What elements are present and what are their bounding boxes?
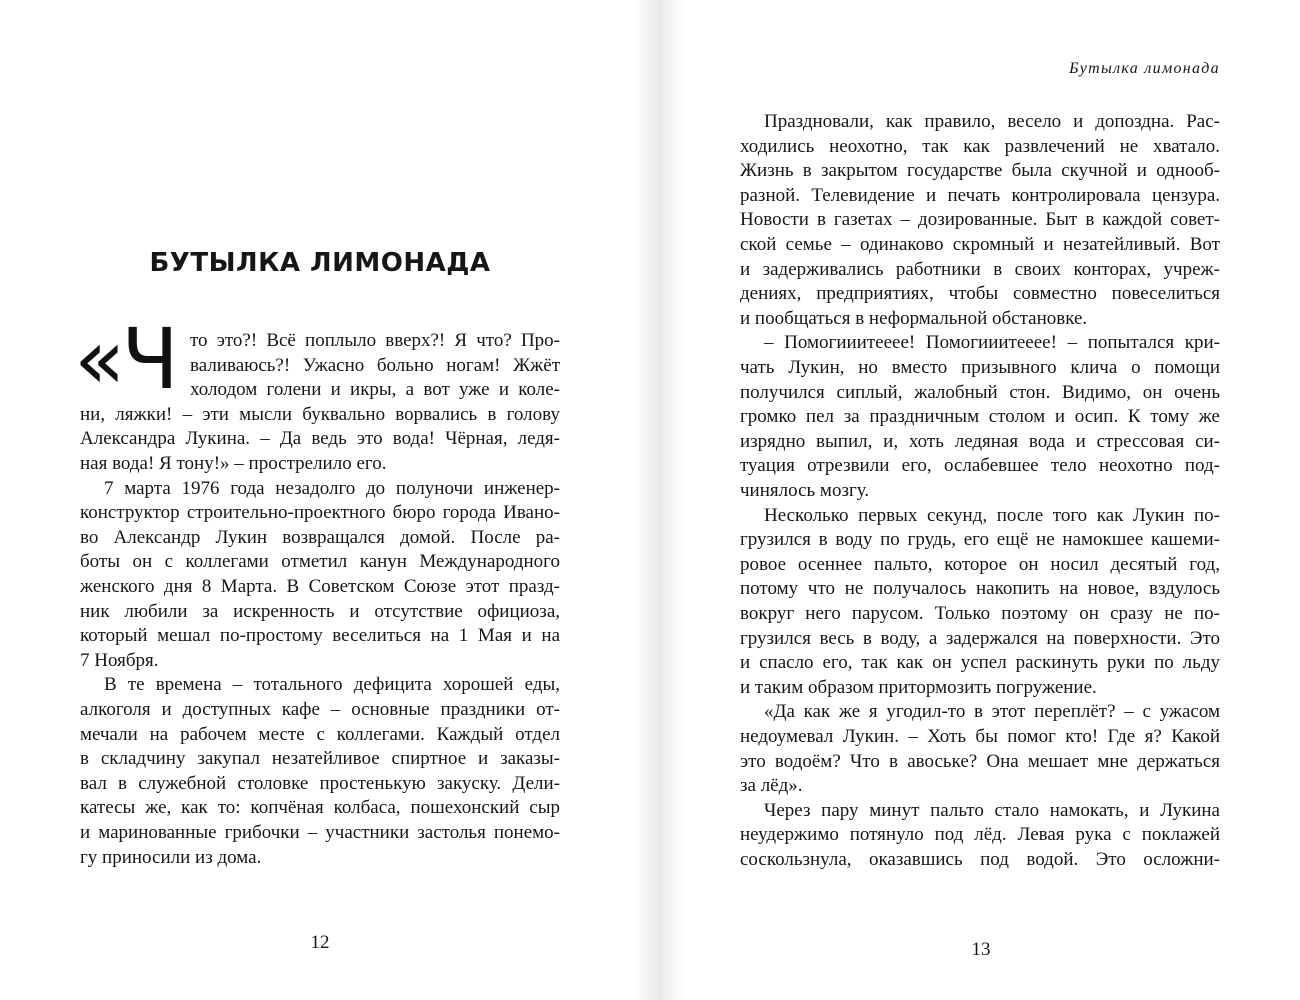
page-number-left: 12 [310,932,330,953]
text-line: туация отрезвили его, ослабевшее тело неохотно под- [740,455,1220,477]
text-line: вокруг него парусом. Только поэтому он сразу не по- [740,603,1220,624]
book-gutter [633,0,685,1000]
text-line: Несколько первых секунд, после того как Лукин по- [764,504,1220,526]
text-line: и задерживались работники в своих конторах, учреж- [740,258,1220,280]
text-line: алкоголя и доступных кафе – основные праздники от- [80,699,560,720]
text-line: ской семье – одинаково скромный и незатейливый. Вот [740,234,1220,255]
text-line: ник любили за искренность и отсутствие официоза, [80,600,560,622]
text-line: Новости в газетах – дозированные. Быт в каждой совет- [740,209,1220,231]
text-line: грузился весь в воду, а задержался на поверхности. Это [740,627,1220,649]
text-line: гу приносили из дома. [80,846,262,868]
text-line: чать Лукин, но вместо призывного клича о помощи [740,357,1220,378]
text-line: женского дня 8 Марта. В Советском Союзе этот празд- [80,576,560,597]
text-line: вал в служебной столовке простенькую закуску. Дели- [80,772,560,794]
text-line: ровое осеннее пальто, которое он носил десятый год, [740,553,1220,575]
text-line: во Александр Лукин возвращался домой. После ра- [80,526,560,548]
text-line: то это?! Всё поплыло вверх?! Я что? Про- [190,330,560,351]
text-line: катесы же, как то: копчёная колбаса, пошехонский сыр [80,797,560,819]
text-line: холодом голени и икры, а вот уже и коле- [190,379,560,401]
text-line: получился сиплый, жалобный стон. Видимо, он очень [740,381,1220,403]
text-line: конструктор строительно-проектного бюро города Ивано- [80,502,560,524]
text-line: громко пел за праздничным столом и осип. К тому же [740,406,1220,428]
text-line: ная вода! Я тону!» – прострелило его. [80,453,387,474]
text-line: неудержимо потянуло под лёд. Левая рука с поклажей [740,824,1220,846]
text-line: и маринованные грибочки – участники застолья понемо- [80,822,560,843]
chapter-title: БУТЫЛКА ЛИМОНАДА [149,248,491,278]
text-line: и пообщаться в неформальной обстановке. [740,307,1088,329]
text-line: Жизнь в закрытом государстве была скучной и однооб- [740,160,1220,182]
text-line: чинялось мозгу. [740,480,870,501]
text-line: за лёд». [740,775,803,797]
text-line: потому что не получалось накопить на новое, вздулось [740,578,1220,600]
text-line: и таким образом притормозить погружение. [740,676,1097,698]
text-line: Через пару минут пальто стало намокать, и Лукина [764,799,1220,821]
text-line: соскользнула, оказавшись под водой. Это осложни- [740,849,1220,870]
text-line: В те времена – тотального дефицита хорошей еды, [104,674,560,696]
drop-cap: «Ч [74,310,175,408]
text-line: недоумевал Лукин. – Хоть бы помог кто! Где я? Какой [740,726,1220,747]
text-line: мечали на рабочем месте с коллегами. Каждый отдел [80,723,560,745]
text-line: – Помогииитееее! Помогииитееее! – попытался кри- [764,332,1220,354]
text-line: Александра Лукина. – Да ведь это вода! Чёрная, ледя- [80,428,560,450]
text-line: дениях, предприятиях, чтобы совместно повеселиться [740,283,1220,305]
text-line: и спасло его, так как он успел раскинуть руки по льду [740,652,1220,674]
text-line: разной. Телевидение и печать контролировала цензура. [740,184,1220,206]
text-line: Праздновали, как правило, весело и допоздна. Рас- [764,111,1220,132]
text-line: 7 Ноября. [80,649,159,671]
text-line: грузился в воду по грудь, его ещё не намокшее кашеми- [740,529,1220,551]
running-head: Бутылка лимонада [1069,60,1220,77]
text-line: изрядно выпил, и, хоть ледяная вода и стрессовая си- [740,430,1220,452]
text-line: «Да как же я угодил-то в этот переплёт? – с ужасом [764,701,1220,723]
text-line: который мешал по-простому веселиться на 1 Мая и на [80,625,560,647]
text-line: это водоём? Что в авоське? Она мешает мне держаться [740,750,1220,772]
text-line: ходились неохотно, так как развлечений не хватало. [740,135,1220,157]
text-line: ни, ляжки! – эти мысли буквально ворвались в голову [80,403,560,425]
page-number-right: 13 [971,939,991,960]
text-line: боты он с коллегами отметил канун Международного [80,551,560,573]
text-line: валиваюсь?! Ужасно больно ногам! Жжёт [190,354,560,376]
text-line: в складчину закупал незатейливое спиртное и заказы- [80,748,560,770]
text-line: 7 марта 1976 года незадолго до полуночи инженер- [104,477,560,499]
